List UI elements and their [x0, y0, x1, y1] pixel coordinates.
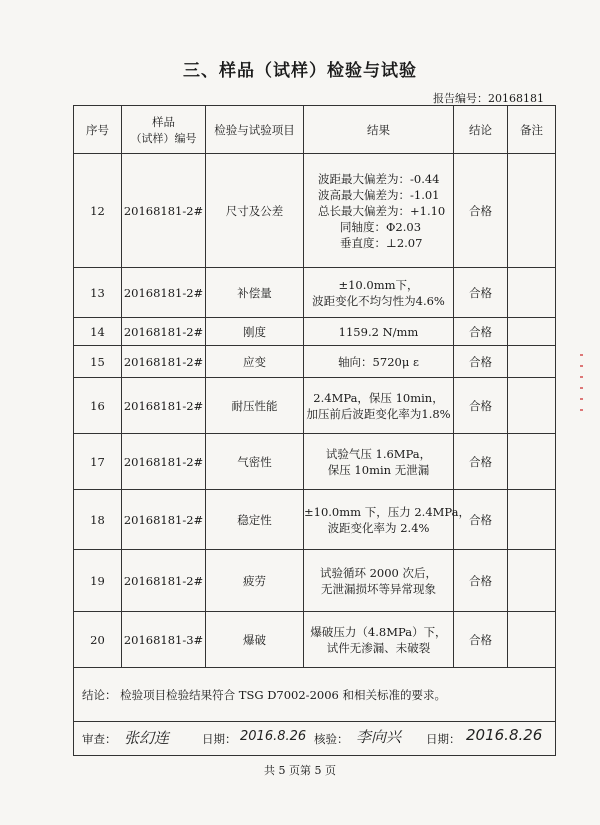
- report-number: 报告编号：20168181: [433, 92, 544, 105]
- row-sample: 20168181-2#: [122, 434, 206, 490]
- row-result: [304, 612, 454, 668]
- row-seq: 18: [74, 490, 122, 550]
- row-result: [304, 346, 454, 378]
- signature-cell: [74, 722, 556, 756]
- result-line: 波距变化率为 2.4%: [327, 520, 430, 535]
- row-item: 疲劳: [206, 550, 304, 612]
- table-row: [74, 490, 556, 550]
- result-line: 加压前后波距变化率为1.8%: [306, 406, 451, 421]
- row-conclusion: 合格: [454, 268, 508, 318]
- row-result: [304, 490, 471, 550]
- result-line: 试验循环 2000 次后，: [319, 565, 438, 580]
- row-result: [304, 268, 454, 318]
- page-title: 三、样品（试样）检验与试验: [183, 61, 417, 81]
- row-seq: 13: [74, 268, 122, 318]
- row-remark: [508, 434, 556, 490]
- header-item: 检验与试验项目: [206, 106, 304, 154]
- row-seq: 19: [74, 550, 122, 612]
- result-line: 2.4MPa，保压 10min，: [313, 390, 444, 405]
- reviewer-signature: 张幻连: [124, 728, 170, 747]
- row-sample: 20168181-2#: [122, 268, 206, 318]
- row-seq: 14: [74, 318, 122, 346]
- row-conclusion: 合格: [454, 490, 508, 550]
- result-line: 总长最大偏差为：+1.10: [318, 203, 446, 218]
- edge-marks: [578, 345, 586, 465]
- table-row: [74, 550, 556, 612]
- table-row: [74, 268, 556, 318]
- checker-label: 核验：: [314, 731, 349, 746]
- result-line: 试验气压 1.6MPa，: [325, 446, 432, 461]
- row-result: [304, 154, 454, 268]
- result-line: 同轴度：Φ2.03: [340, 219, 422, 234]
- result-line: 轴向：5720μ ε: [338, 354, 419, 369]
- row-sample: 20168181-2#: [122, 378, 206, 434]
- result-line: 波距最大偏差为：-0.44: [318, 171, 440, 186]
- header-conclusion: 结论: [454, 106, 508, 154]
- row-remark: [508, 154, 556, 268]
- row-conclusion: 合格: [454, 346, 508, 378]
- row-item: 耐压性能: [206, 378, 304, 434]
- table-row: [74, 346, 556, 378]
- result-line: 试件无渗漏、未破裂: [326, 640, 431, 655]
- reviewer-label: 审查：: [82, 731, 117, 746]
- inspection-table: [73, 105, 556, 756]
- row-item: 稳定性: [206, 490, 304, 550]
- row-remark: [508, 318, 556, 346]
- header-remark: 备注: [508, 106, 556, 154]
- row-result: [304, 434, 454, 490]
- row-sample: 20168181-2#: [122, 550, 206, 612]
- row-remark: [508, 268, 556, 318]
- row-item: 气密性: [206, 434, 304, 490]
- table-row: [74, 434, 556, 490]
- date-label-1: 日期：: [202, 731, 237, 746]
- row-result: [304, 550, 454, 612]
- row-sample: 20168181-2#: [122, 154, 206, 268]
- row-seq: 16: [74, 378, 122, 434]
- result-line: 无泄漏损坏等异常现象: [321, 581, 436, 596]
- table-header-row: [74, 106, 556, 154]
- header-sample-line2: （试样）编号: [130, 131, 197, 145]
- row-sample: 20168181-2#: [122, 490, 206, 550]
- row-remark: [508, 490, 556, 550]
- date-value-1: 2016.8.26: [240, 728, 307, 744]
- result-line: 爆破压力（4.8MPa）下，: [310, 624, 447, 639]
- row-result: [304, 318, 454, 346]
- result-line: ±10.0mm下，: [338, 277, 419, 292]
- row-conclusion: 合格: [454, 318, 508, 346]
- row-sample: 20168181-2#: [122, 318, 206, 346]
- header-seq: 序号: [74, 106, 122, 154]
- row-conclusion: 合格: [454, 378, 508, 434]
- result-line: 波高最大偏差为：-1.01: [318, 187, 440, 202]
- row-conclusion: 合格: [454, 434, 508, 490]
- checker-signature: 李向兴: [356, 727, 402, 746]
- result-line: ±10.0mm 下，压力 2.4MPa，: [304, 504, 471, 519]
- row-item: 刚度: [206, 318, 304, 346]
- table-row: [74, 612, 556, 668]
- header-sample: [122, 106, 206, 154]
- row-remark: [508, 346, 556, 378]
- row-seq: 17: [74, 434, 122, 490]
- date-label-2: 日期：: [426, 731, 461, 746]
- result-line: 波距变化不均匀性为4.6%: [312, 293, 445, 308]
- row-conclusion: 合格: [454, 550, 508, 612]
- row-conclusion: 合格: [454, 154, 508, 268]
- header-result: 结果: [304, 106, 454, 154]
- row-remark: [508, 550, 556, 612]
- row-item: 补偿量: [206, 268, 304, 318]
- result-line: 1159.2 N/mm: [338, 324, 419, 339]
- row-result: [304, 378, 454, 434]
- conclusion-row: [74, 668, 556, 722]
- result-line: 保压 10min 无泄漏: [327, 462, 430, 477]
- date-value-2: 2016.8.26: [466, 725, 543, 744]
- table-row: [74, 154, 556, 268]
- row-seq: 15: [74, 346, 122, 378]
- page-footer: 共 5 页第 5 页: [264, 764, 336, 777]
- result-line: 垂直度：⊥2.07: [340, 235, 423, 250]
- row-conclusion: 合格: [454, 612, 508, 668]
- row-item: 应变: [206, 346, 304, 378]
- row-sample: 20168181-2#: [122, 346, 206, 378]
- table-row: [74, 318, 556, 346]
- header-sample-line1: 样品: [152, 114, 175, 129]
- table-row: [74, 378, 556, 434]
- row-seq: 12: [74, 154, 122, 268]
- row-sample: 20168181-3#: [122, 612, 206, 668]
- conclusion-text: 结论： 检验项目检验结果符合 TSG D7002-2006 和相关标准的要求。: [74, 668, 556, 722]
- row-remark: [508, 378, 556, 434]
- row-item: 尺寸及公差: [206, 154, 304, 268]
- row-seq: 20: [74, 612, 122, 668]
- signature-row: [74, 722, 556, 756]
- row-remark: [508, 612, 556, 668]
- row-item: 爆破: [206, 612, 304, 668]
